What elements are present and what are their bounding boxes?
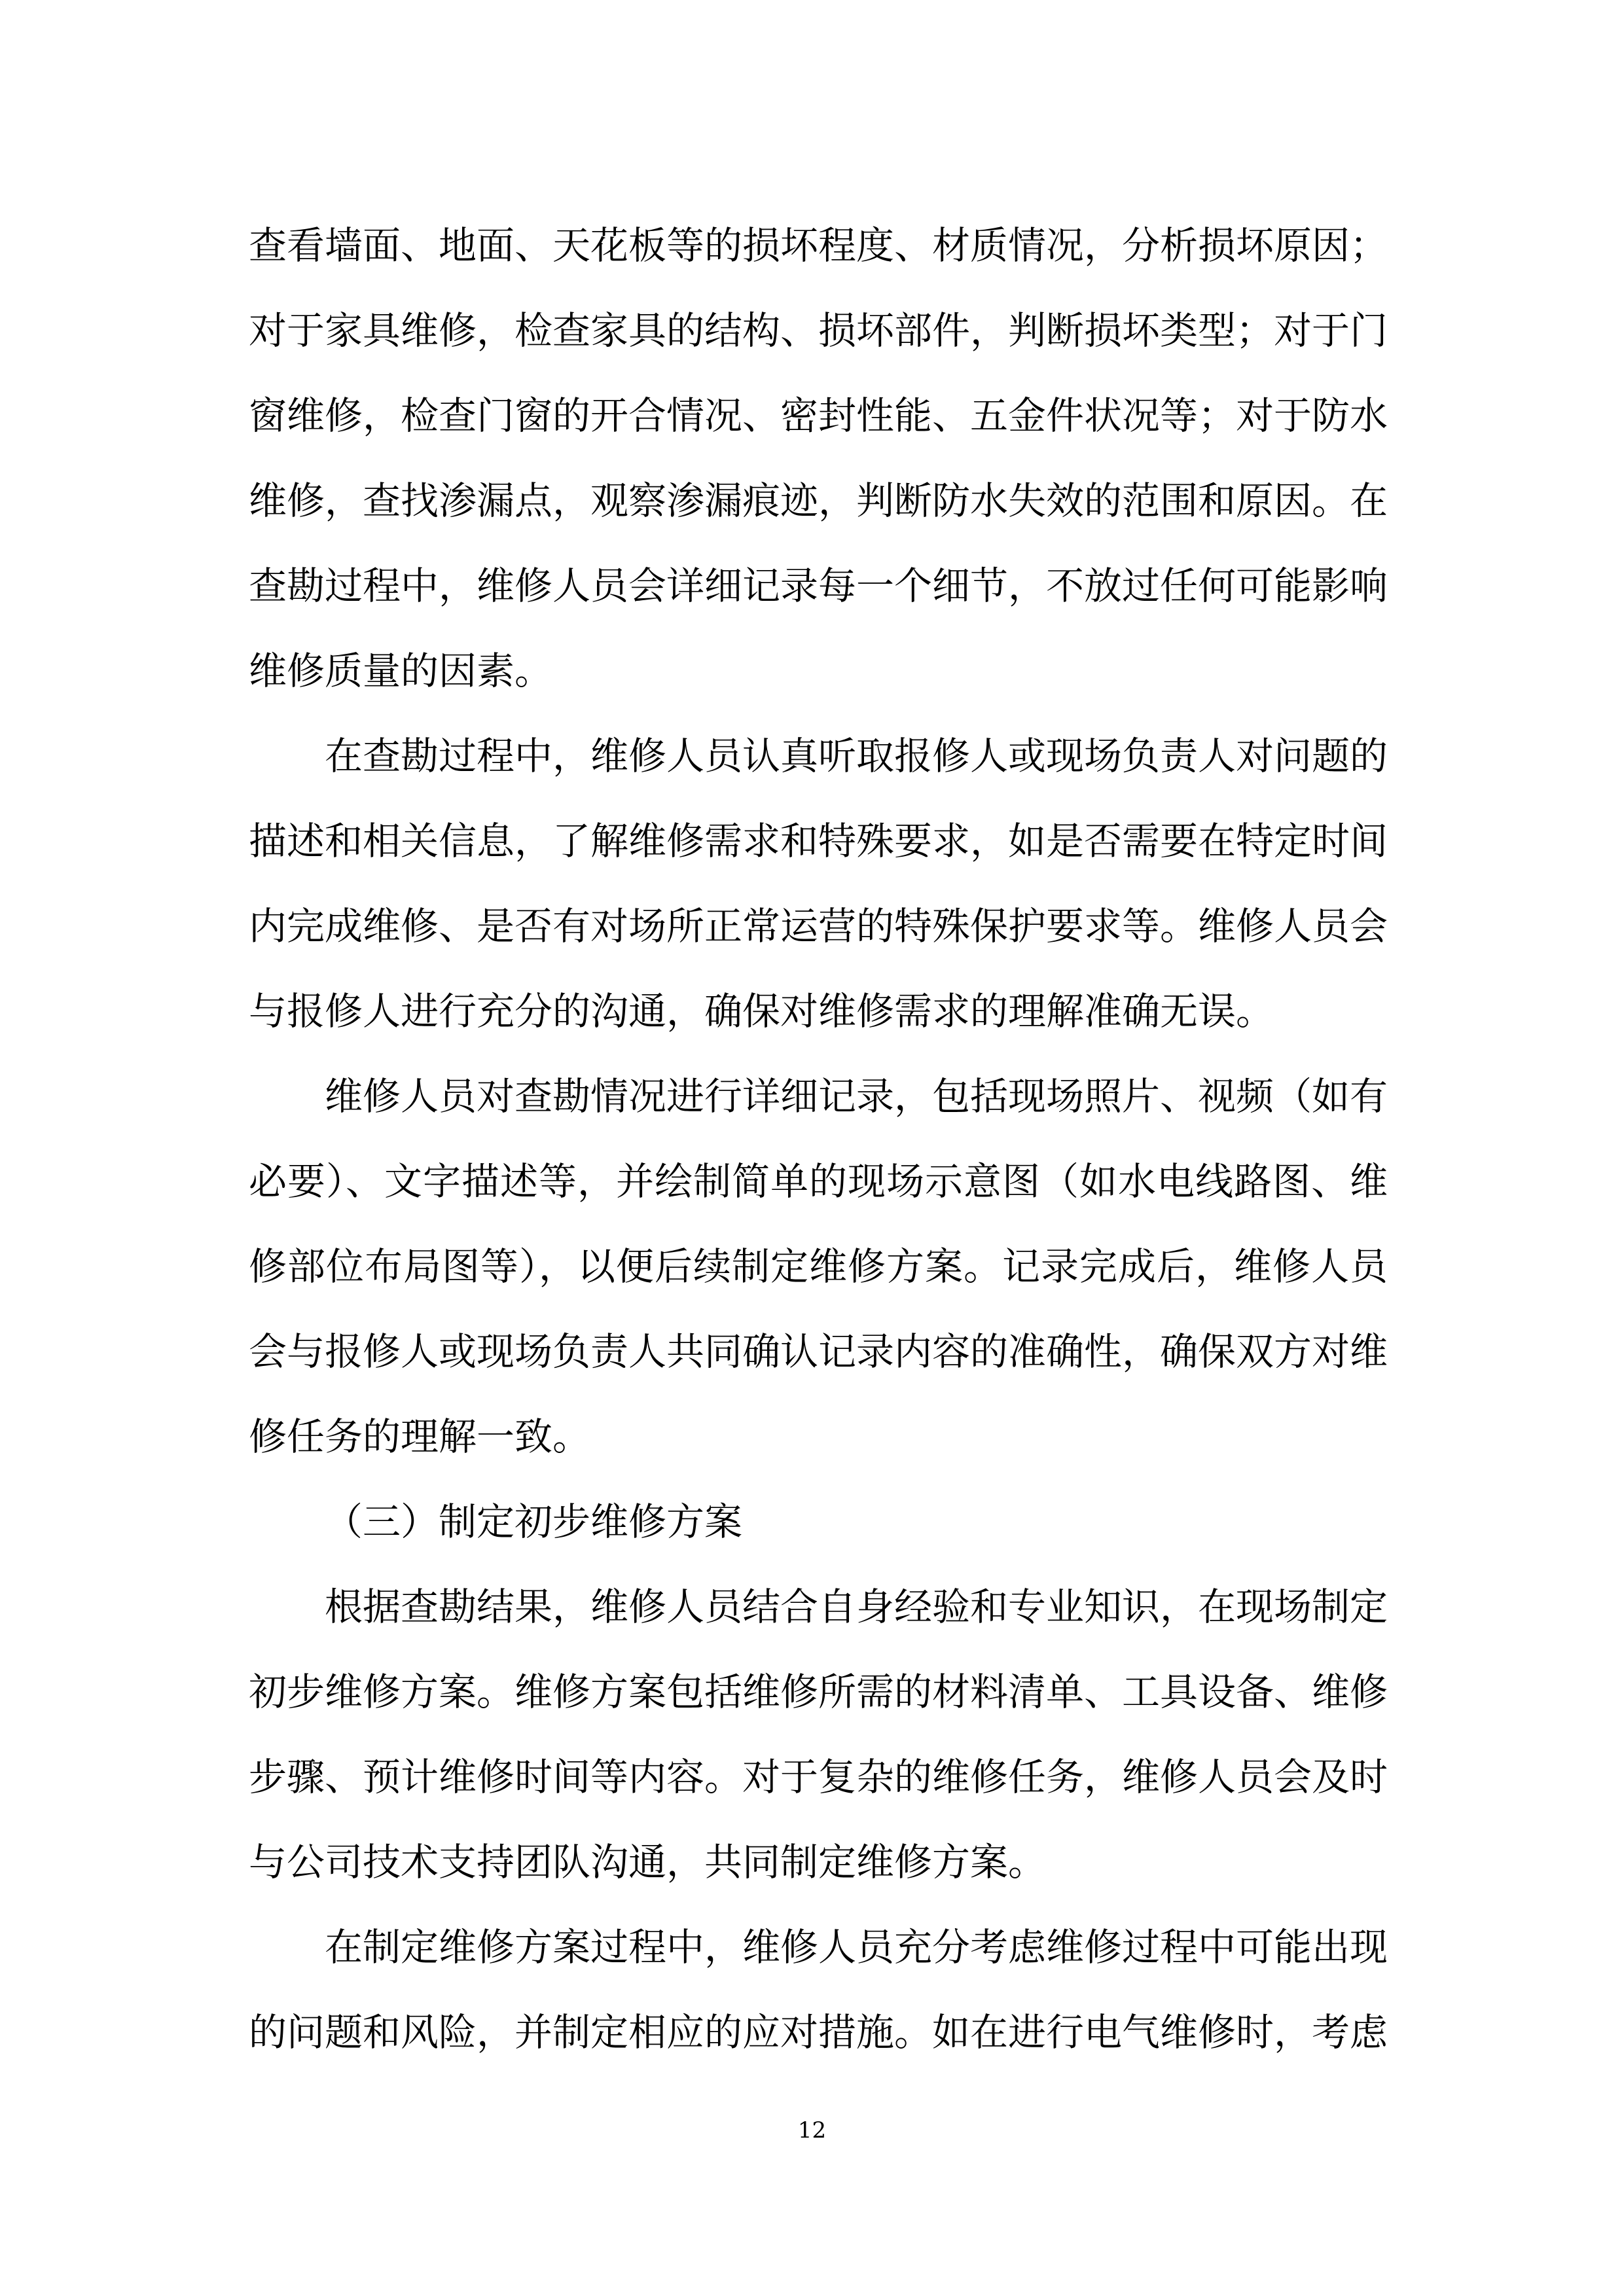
paragraph-line: 必要）、文字描述等，并绘制简单的现场示意图（如水电线路图、维 — [249, 1159, 1388, 1204]
paragraph-line: 描述和相关信息，了解维修需求和特殊要求，如是否需要在特定时间 — [249, 819, 1388, 863]
paragraph-line: 维修，查找渗漏点，观察渗漏痕迹，判断防水失效的范围和原因。在 — [249, 478, 1388, 523]
paragraph-line: 会与报修人或现场负责人共同确认记录内容的准确性，确保双方对维 — [249, 1329, 1388, 1374]
paragraph-line: 在制定维修方案过程中，维修人员充分考虑维修过程中可能出现 — [325, 1925, 1388, 1969]
paragraph-line: 内完成维修、是否有对场所正常运营的特殊保护要求等。维修人员会 — [249, 904, 1388, 948]
paragraph-line: 修任务的理解一致。 — [249, 1414, 591, 1459]
paragraph-line: 窗维修，检查门窗的开合情况、密封性能、五金件状况等；对于防水 — [249, 393, 1388, 438]
paragraph-line: 步骤、预计维修时间等内容。对于复杂的维修任务，维修人员会及时 — [249, 1755, 1388, 1799]
paragraph-line: 维修质量的因素。 — [249, 649, 553, 693]
section-heading: （三）制定初步维修方案 — [325, 1499, 743, 1544]
paragraph-line: 的问题和风险，并制定相应的应对措施。如在进行电气维修时，考虑 — [249, 2010, 1388, 2054]
paragraph-line: 与报修人进行充分的沟通，确保对维修需求的理解准确无误。 — [249, 989, 1274, 1033]
paragraph-line: 根据查勘结果，维修人员结合自身经验和专业知识，在现场制定 — [325, 1585, 1388, 1629]
paragraph-line: 初步维修方案。维修方案包括维修所需的材料清单、工具设备、维修 — [249, 1670, 1388, 1714]
paragraph-line: 修部位布局图等），以便后续制定维修方案。记录完成后，维修人员 — [249, 1244, 1388, 1289]
paragraph-line: 查看墙面、地面、天花板等的损坏程度、材质情况，分析损坏原因； — [249, 223, 1388, 268]
page-number: 12 — [797, 2117, 827, 2144]
paragraph-line: 维修人员对查勘情况进行详细记录，包括现场照片、视频（如有 — [325, 1074, 1388, 1119]
paragraph-line: 在查勘过程中，维修人员认真听取报修人或现场负责人对问题的 — [325, 734, 1388, 778]
paragraph-line: 与公司技术支持团队沟通，共同制定维修方案。 — [249, 1840, 1047, 1884]
paragraph-line: 查勘过程中，维修人员会详细记录每一个细节，不放过任何可能影响 — [249, 564, 1388, 608]
paragraph-line: 对于家具维修，检查家具的结构、损坏部件，判断损坏类型；对于门 — [249, 308, 1388, 353]
